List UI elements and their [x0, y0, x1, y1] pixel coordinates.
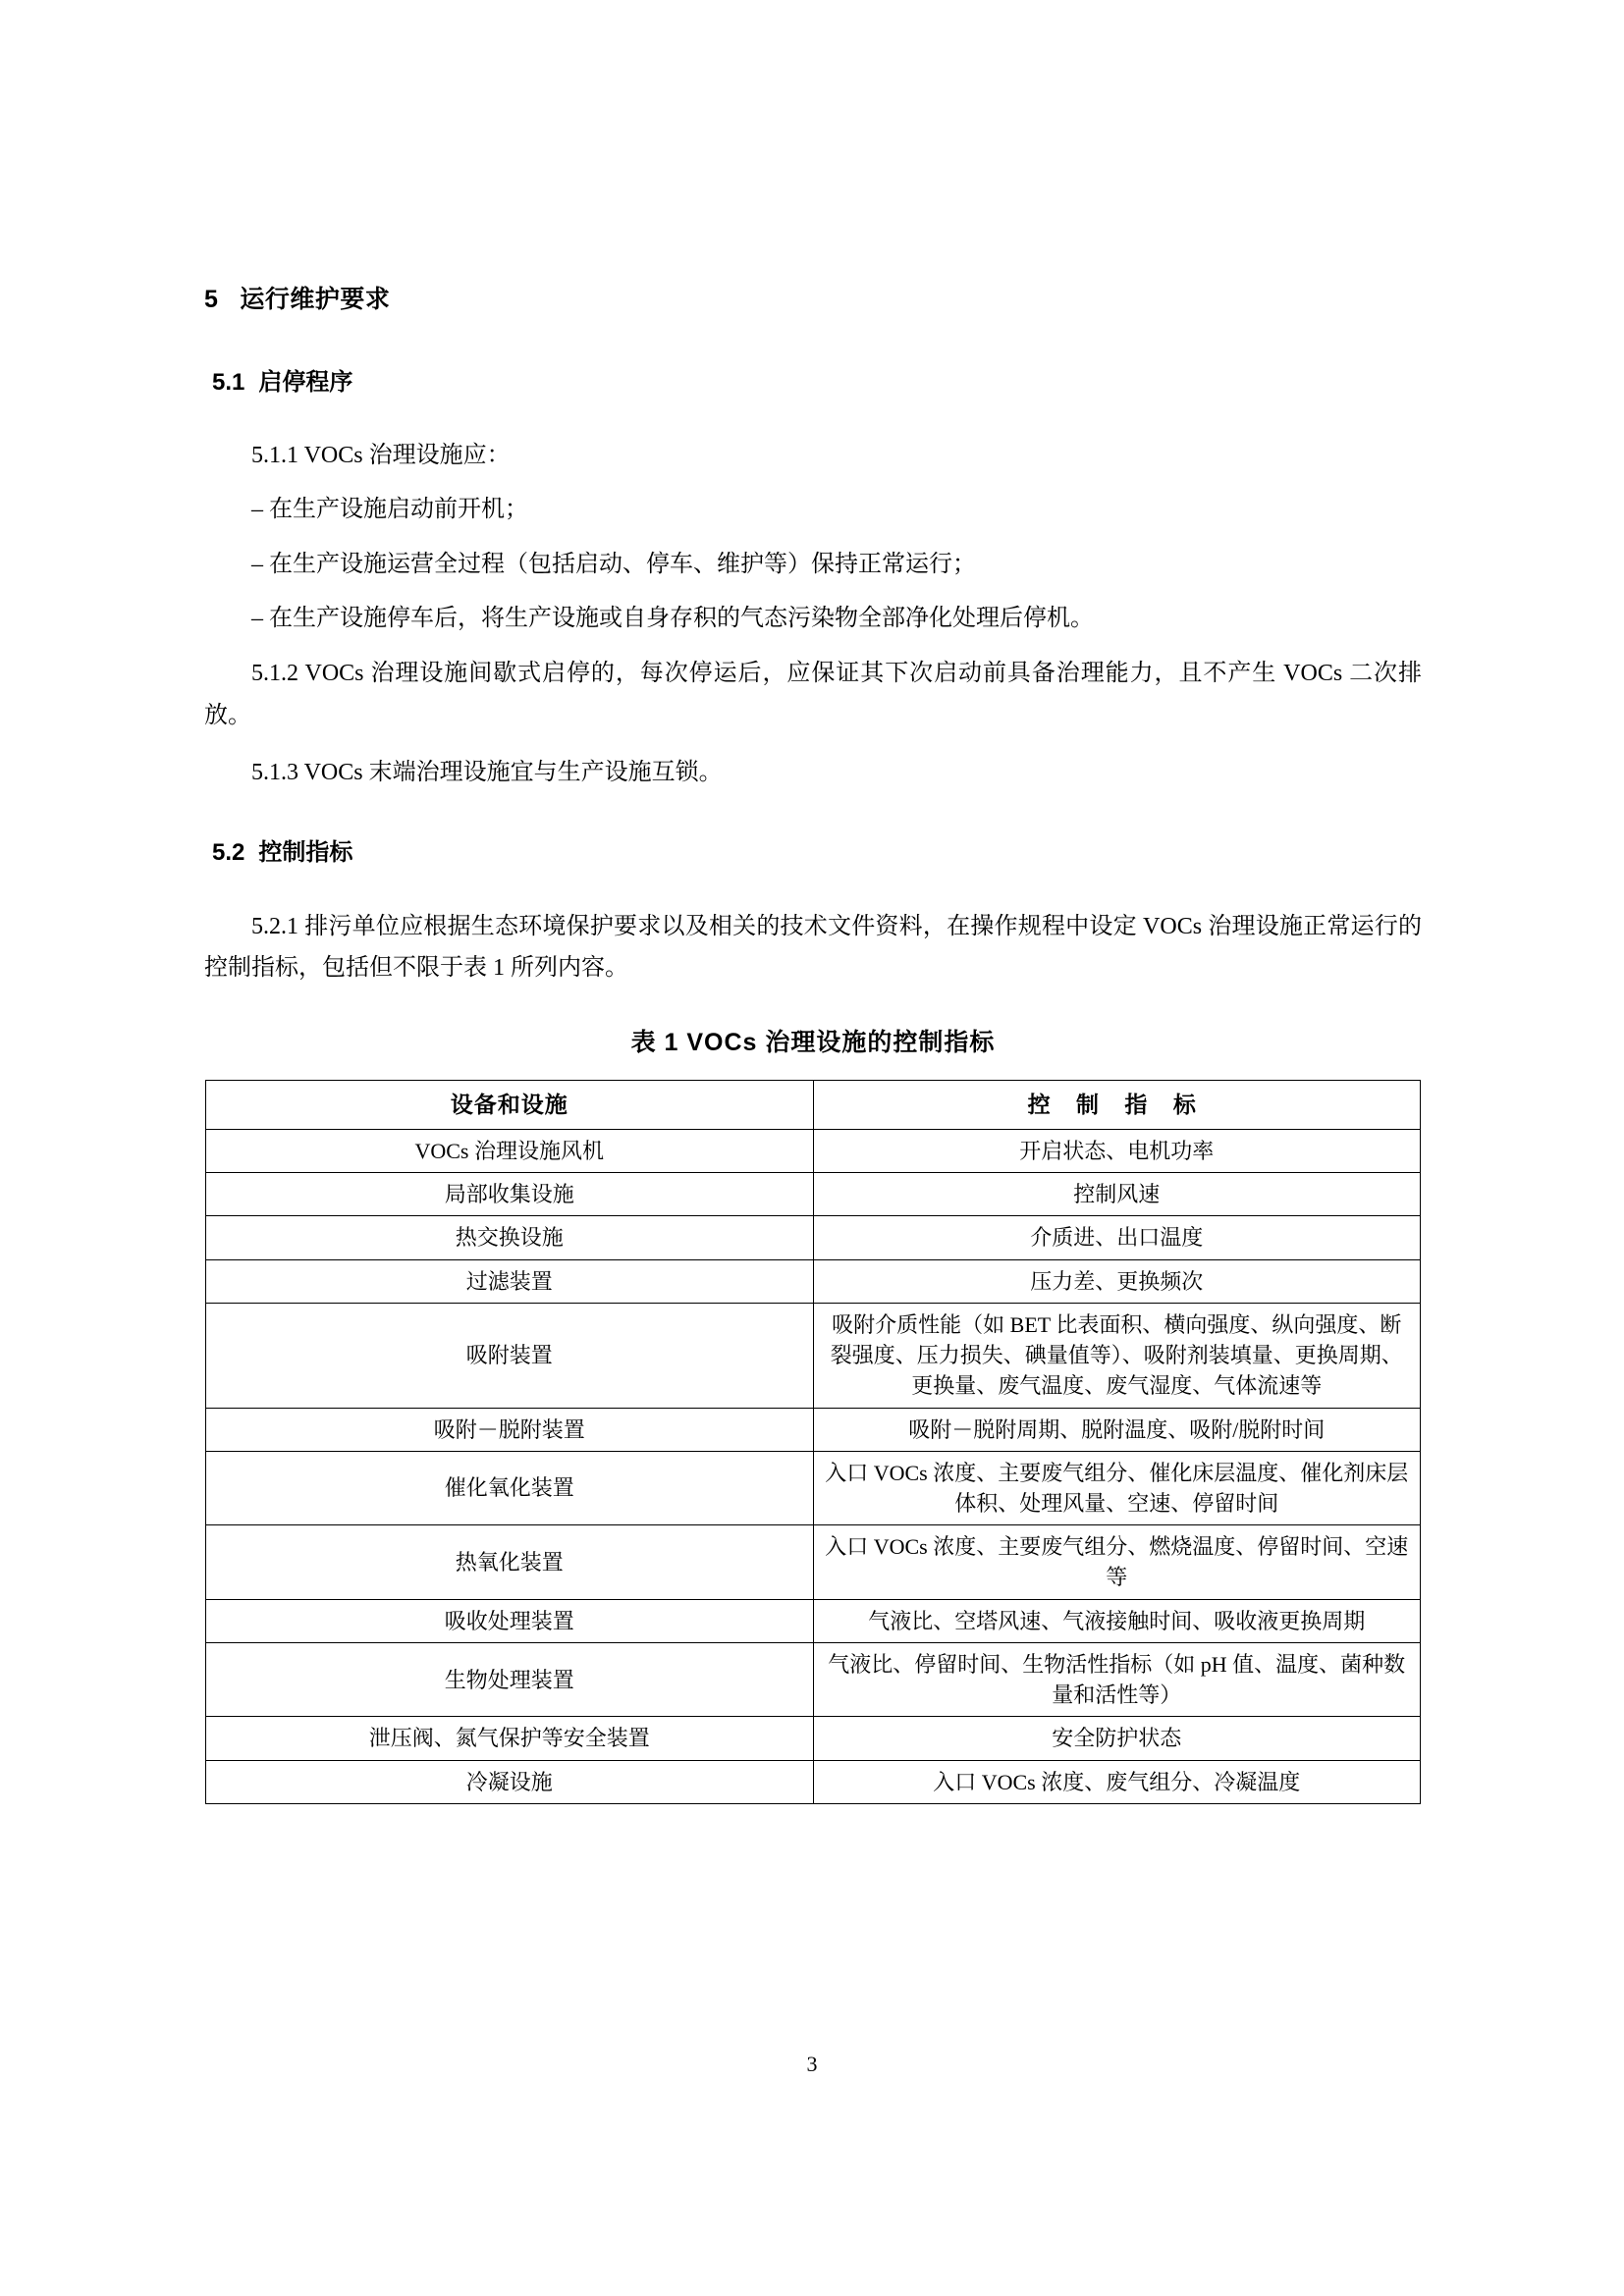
paragraph-5-1-1-item-2: – 在生产设施运营全过程（包括启动、停车、维护等）保持正常运行； — [251, 551, 976, 577]
table-row — [206, 1599, 1421, 1642]
cell-equipment: 泄压阀、氮气保护等安全装置 — [206, 1717, 814, 1760]
cell-equipment: 过滤装置 — [206, 1259, 814, 1303]
cell-indicator: 控制风速 — [813, 1173, 1421, 1216]
subsection-title-5-2: 控制指标 — [258, 838, 353, 866]
paragraph-5-1-1: 5.1.1 VOCs 治理设施应： — [251, 443, 511, 468]
table-header-row — [206, 1081, 1421, 1130]
cell-indicator: 介质进、出口温度 — [813, 1216, 1421, 1259]
paragraph-5-1-1-item-1: – 在生产设施启动前开机； — [251, 497, 528, 523]
cell-indicator: 入口 VOCs 浓度、废气组分、冷凝温度 — [813, 1760, 1421, 1803]
section-heading-5 — [204, 280, 1422, 315]
table-header-equipment: 设备和设施 — [206, 1081, 814, 1130]
cell-equipment: 热氧化装置 — [206, 1525, 814, 1599]
table-header-indicator: 控 制 指 标 — [813, 1081, 1421, 1130]
paragraph-5-2-1: 5.2.1 排污单位应根据生态环境保护要求以及相关的技术文件资料，在操作规程中设定 VOCs 治理设施正常运行的控制指标，包括但不限于表 1 所列内容。 — [204, 913, 1422, 982]
table-row — [206, 1129, 1421, 1172]
paragraph-5-1-3: 5.1.3 VOCs 末端治理设施宜与生产设施互锁。 — [251, 759, 723, 785]
table-caption: 表 1 VOCs 治理设施的控制指标 — [630, 1029, 996, 1057]
cell-indicator: 吸附－脱附周期、脱附温度、吸附/脱附时间 — [813, 1408, 1421, 1451]
cell-equipment: 生物处理装置 — [206, 1642, 814, 1716]
cell-indicator: 入口 VOCs 浓度、主要废气组分、催化床层温度、催化剂床层体积、处理风量、空速、停留时间 — [813, 1451, 1421, 1524]
cell-indicator: 吸附介质性能（如 BET 比表面积、横向强度、纵向强度、断裂强度、压力损失、碘量值等）、吸附剂装填量、更换周期、更换量、废气温度、废气湿度、气体流速等 — [813, 1303, 1421, 1408]
cell-equipment: 冷凝设施 — [206, 1760, 814, 1803]
cell-equipment: 吸收处理装置 — [206, 1599, 814, 1642]
page-content — [204, 280, 1422, 1804]
control-indicator-table — [205, 1080, 1421, 1804]
section-title-5: 运行维护要求 — [240, 286, 391, 313]
table-row — [206, 1303, 1421, 1408]
table-row — [206, 1760, 1421, 1803]
cell-equipment: 吸附－脱附装置 — [206, 1408, 814, 1451]
table-row — [206, 1216, 1421, 1259]
cell-equipment: 热交换设施 — [206, 1216, 814, 1259]
subsection-number-5-1: 5.1 — [212, 369, 245, 396]
cell-equipment: 局部收集设施 — [206, 1173, 814, 1216]
page-number: 3 — [806, 2052, 818, 2076]
cell-indicator: 气液比、空塔风速、气液接触时间、吸收液更换周期 — [813, 1599, 1421, 1642]
subsection-number-5-2: 5.2 — [212, 838, 245, 866]
cell-indicator: 入口 VOCs 浓度、主要废气组分、燃烧温度、停留时间、空速等 — [813, 1525, 1421, 1599]
cell-equipment: VOCs 治理设施风机 — [206, 1129, 814, 1172]
table-row — [206, 1525, 1421, 1599]
cell-indicator: 安全防护状态 — [813, 1717, 1421, 1760]
subsection-heading-5-1 — [212, 362, 1422, 397]
table-row — [206, 1259, 1421, 1303]
cell-equipment: 吸附装置 — [206, 1303, 814, 1408]
cell-indicator: 开启状态、电机功率 — [813, 1129, 1421, 1172]
table-row — [206, 1408, 1421, 1451]
table-row — [206, 1451, 1421, 1524]
paragraph-5-1-2: 5.1.2 VOCs 治理设施间歇式启停的，每次停运后，应保证其下次启动前具备治理能力，且不产生 VOCs 二次排放。 — [204, 661, 1422, 728]
subsection-title-5-1: 启停程序 — [258, 369, 353, 396]
cell-indicator: 气液比、停留时间、生物活性指标（如 pH 值、温度、菌种数量和活性等） — [813, 1642, 1421, 1716]
subsection-heading-5-2 — [212, 832, 1422, 867]
cell-indicator: 压力差、更换频次 — [813, 1259, 1421, 1303]
table-row — [206, 1173, 1421, 1216]
section-number-5: 5 — [204, 286, 219, 313]
table-row — [206, 1717, 1421, 1760]
spacer — [204, 811, 1422, 832]
paragraph-5-1-1-item-3: – 在生产设施停车后，将生产设施或自身存积的气态污染物全部净化处理后停机。 — [251, 605, 1094, 631]
cell-equipment: 催化氧化装置 — [206, 1451, 814, 1524]
table-row — [206, 1642, 1421, 1716]
